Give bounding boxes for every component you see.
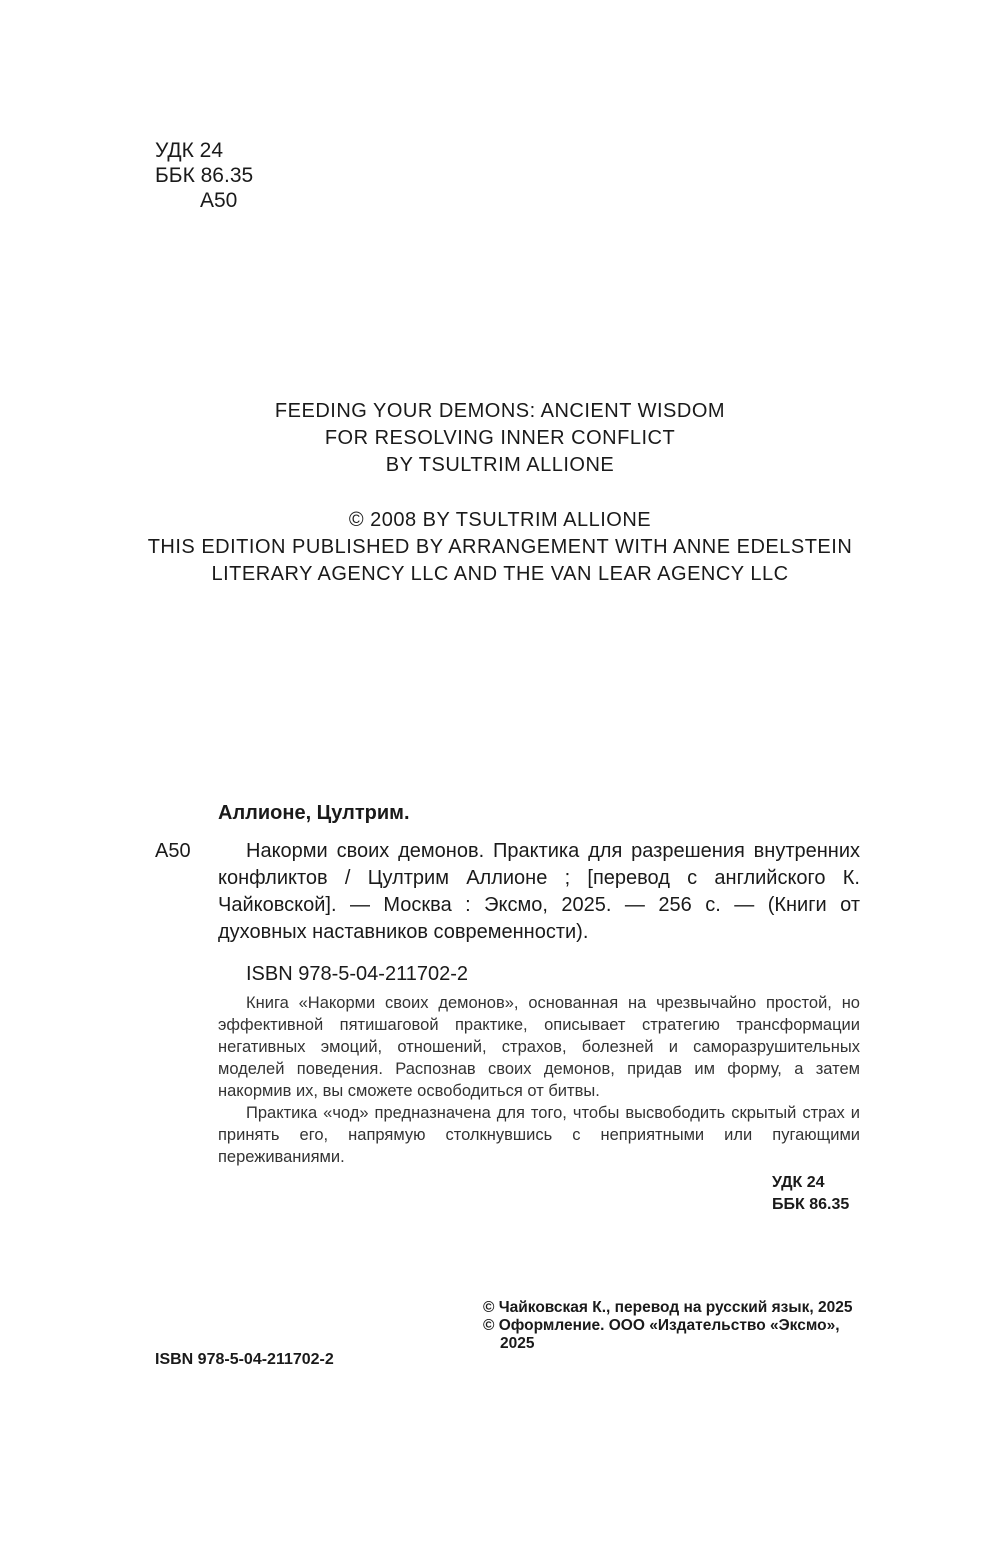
original-title-line: FOR RESOLVING INNER CONFLICT [324,427,676,449]
record-author: Аллионе, Цултрим. [218,802,410,824]
record-udk: УДК 24 [772,1174,825,1191]
original-title-block [0,398,1000,479]
original-author-line: BY TSULTRIM ALLIONE [385,454,615,476]
record-isbn: ISBN 978-5-04-211702-2 [246,963,468,985]
description-text: Накорми своих демонов. Практика для разрешения внутренних конфликтов / Цултрим Аллионе ; [перевод с английского К. Чайковской]. — Москва : Эксмо, 2025. — 256 с. — (Книги от духовных наставников современности). [218,840,860,943]
copyright-notices [483,1299,873,1353]
arrangement-line: THIS EDITION PUBLISHED BY ARRANGEMENT WITH ANNE EDELSTEIN [147,536,853,558]
annotation-paragraph: Книга «Накорми своих демонов», основанная на чрезвычайно простой, но эффективной пятишаговой практике, описывает стратегию трансформации негативных эмоций, отношений, страхов, болезней и саморазрушительных моделей поведения. Распознав своих демонов, придав им форму, а затем накормив их, вы сможете освободиться от битвы. [218,994,860,1100]
author-mark: А50 [200,189,238,212]
arrangement-line: LITERARY AGENCY LLC AND THE VAN LEAR AGENCY LLC [211,563,789,585]
udk-code: УДК 24 [155,139,224,162]
record-mark: А50 [155,840,191,862]
annotation-paragraph: Практика «чод» предназначена для того, чтобы высвободить скрытый страх и принять его, напрямую столкнувшись с неприятными или пугающими переживаниями. [218,1104,860,1166]
original-copyright-line: © 2008 BY TSULTRIM ALLIONE [348,509,652,531]
copyright-translation: © Чайковская К., перевод на русский язык, 2025 [483,1299,853,1316]
original-title-line: FEEDING YOUR DEMONS: ANCIENT WISDOM [274,400,726,422]
classification-codes [155,138,253,213]
record-bbk: ББК 86.35 [772,1196,850,1213]
bbk-code: ББК 86.35 [155,164,254,187]
copyright-design: © Оформление. ООО «Издательство «Эксмо», 2025 [483,1317,840,1352]
original-copyright-block [0,507,1000,588]
bottom-isbn: ISBN 978-5-04-211702-2 [155,1351,334,1368]
annotation [218,992,860,1168]
bibliographic-description [218,838,860,946]
record-codes [772,1172,849,1216]
